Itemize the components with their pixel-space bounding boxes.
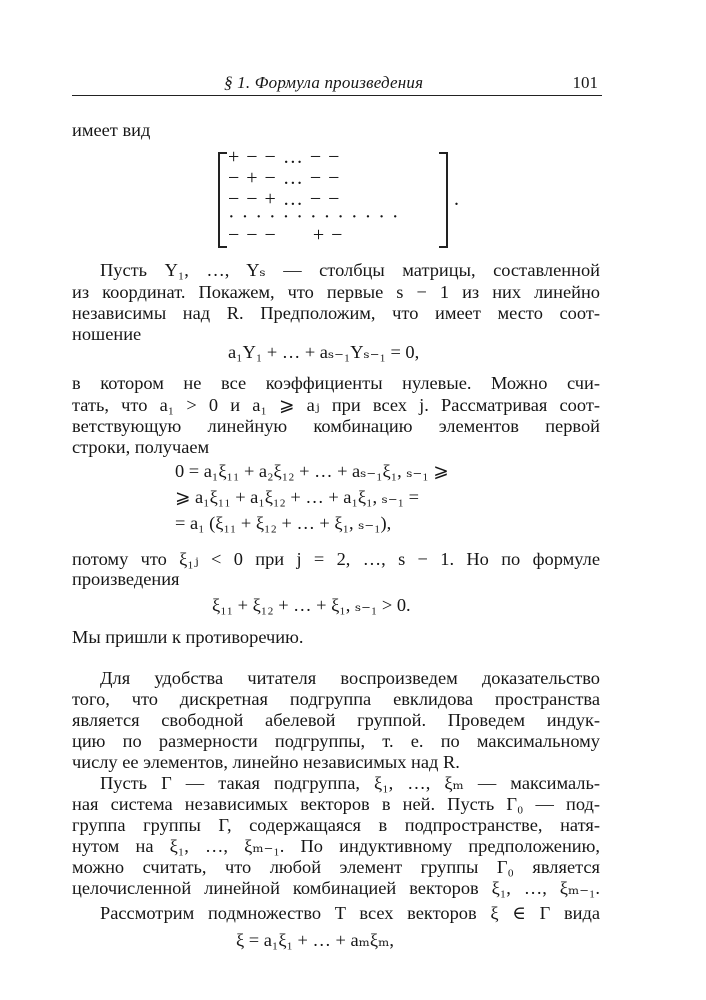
para5-line4: цию по размерности подгруппы, т. е. по максимальному	[72, 731, 600, 751]
intro-text: имеет вид	[72, 120, 151, 140]
matrix-row-1: + − − … − −	[228, 146, 341, 168]
para5-line2: того, что дискретная подгруппа евклидова пространства	[72, 689, 600, 709]
para3-line2: произведения	[72, 569, 180, 589]
equation-2-line1: 0 = a₁ξ₁₁ + a₂ξ₁₂ + … + aₛ₋₁ξ₁, ₛ₋₁ ⩾	[175, 461, 449, 481]
para6-line4: нутом на ξ₁, …, ξₘ₋₁. По индуктивному предположению,	[72, 836, 600, 856]
para3-line1: потому что ξ₁ⱼ < 0 при j = 2, …, s − 1. Но по формуле	[72, 549, 600, 569]
equation-4: ξ = a₁ξ₁ + … + aₘξₘ,	[236, 930, 394, 950]
header-rule	[72, 95, 602, 96]
para1-line1: Пусть Y₁, …, Yₛ — столбцы матрицы, составленной	[100, 260, 600, 280]
para5-line3: является свободной абелевой группой. Проведем индук-	[72, 710, 600, 730]
para2-line2: тать, что a₁ > 0 и a₁ ⩾ aⱼ при всех j. Рассматривая соот-	[72, 395, 600, 415]
matrix-row-2: − + − … − −	[228, 167, 341, 189]
para1-line2: из координат. Покажем, что первые s − 1 из них линейно	[72, 282, 600, 302]
para2-line4: строки, получаем	[72, 437, 210, 457]
para1-line3: независимы над R. Предположим, что имеет место соот-	[72, 303, 600, 323]
matrix-row-5: − − − + −	[228, 224, 344, 246]
equation-2-line2: ⩾ a₁ξ₁₁ + a₁ξ₁₂ + … + a₁ξ₁, ₛ₋₁ =	[175, 487, 419, 507]
para5-line1: Для удобства читателя воспроизведем доказательство	[100, 668, 600, 688]
para5-line5: числу ее элементов, линейно независимых над R.	[72, 752, 460, 772]
equation-1: a₁Y₁ + … + aₛ₋₁Yₛ₋₁ = 0,	[228, 342, 420, 362]
section-title: § 1. Формула произведения	[224, 73, 424, 92]
para4-text: Мы пришли к противоречию.	[72, 627, 304, 647]
running-header	[72, 73, 602, 95]
para6-line2: ная система независимых векторов в ней. Пусть Г₀ — под-	[72, 794, 600, 814]
matrix-period: .	[454, 188, 459, 210]
para6-line3: группа группы Г, содержащаяся в подпространстве, натя-	[72, 815, 600, 835]
equation-2-line3: = a₁ (ξ₁₁ + ξ₁₂ + … + ξ₁, ₛ₋₁),	[175, 513, 392, 533]
matrix-right-bracket	[439, 152, 448, 248]
matrix-row-3: − − + … − −	[228, 188, 341, 210]
para6-line5: можно считать, что любой элемент группы Г₀ является	[72, 857, 600, 877]
page-number: 101	[572, 73, 598, 92]
para7-line1: Рассмотрим подмножество T всех векторов ξ ∈ Г вида	[100, 903, 600, 923]
para6-line1: Пусть Г — такая подгруппа, ξ₁, …, ξₘ — максималь-	[100, 773, 600, 793]
para1-line4: ношение	[72, 324, 142, 344]
matrix-row-4: · · · · · · · · · · · · ·	[228, 206, 400, 228]
para2-line3: ветствующую линейную комбинацию элементов первой	[72, 416, 600, 436]
sign-matrix	[218, 146, 448, 246]
para6-line6: целочисленной линейной комбинацией векторов ξ₁, …, ξₘ₋₁.	[72, 878, 600, 898]
matrix-left-bracket	[218, 152, 227, 248]
para2-line1: в котором не все коэффициенты нулевые. Можно счи-	[72, 373, 600, 393]
equation-3: ξ₁₁ + ξ₁₂ + … + ξ₁, ₛ₋₁ > 0.	[212, 595, 411, 615]
